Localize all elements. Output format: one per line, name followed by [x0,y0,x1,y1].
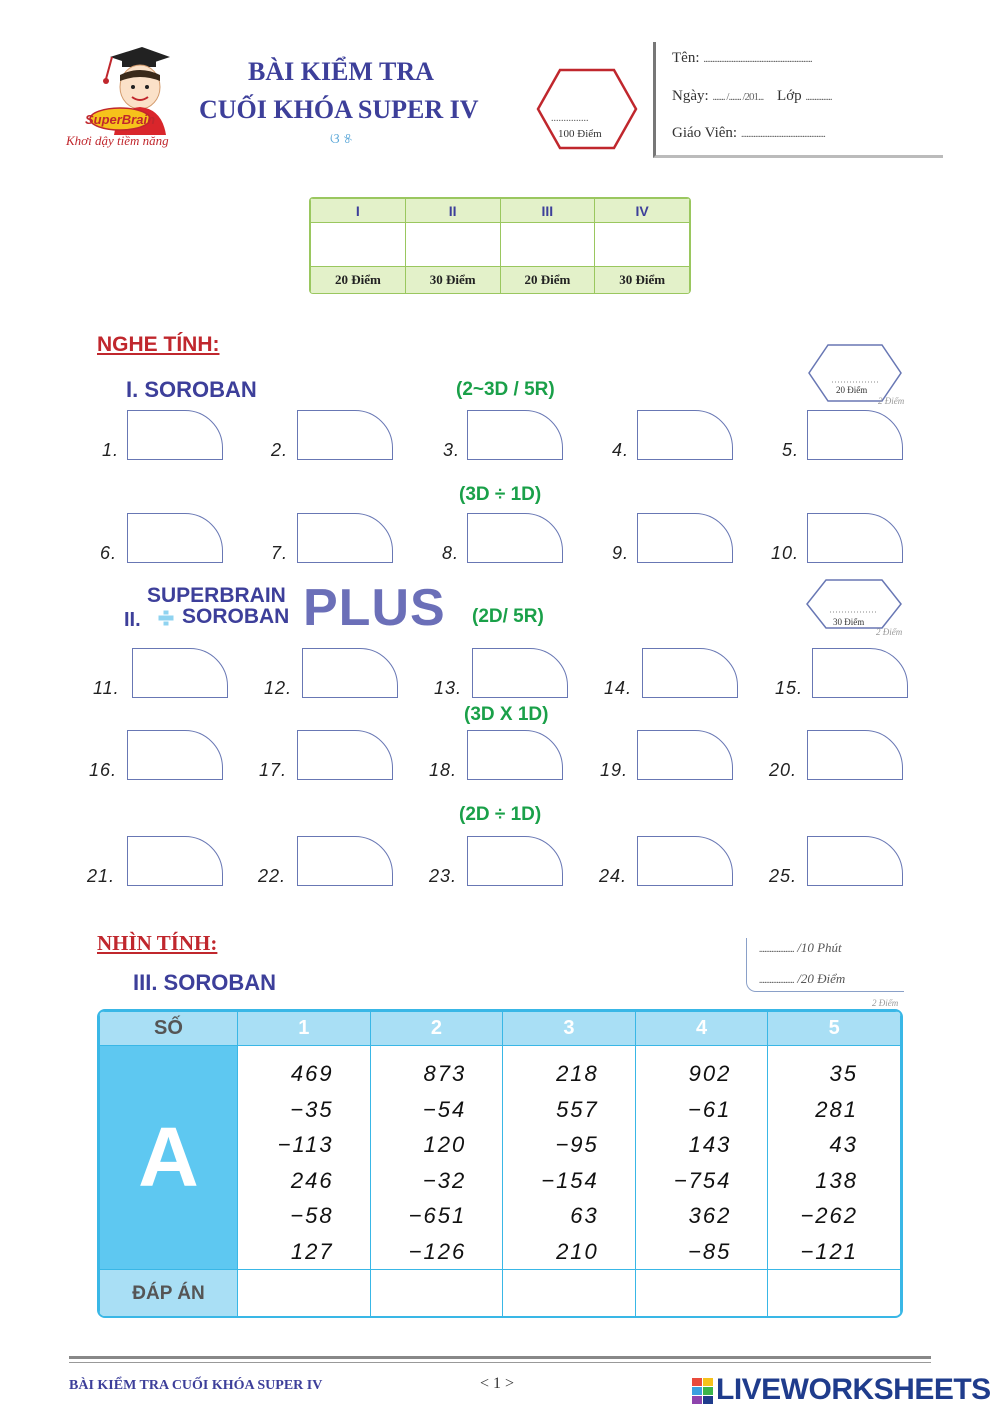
title-ornament: ଓ ୫ [330,130,353,146]
answer-box[interactable] [637,730,733,780]
page-title-line2: CUỐI KHÓA SUPER IV [199,95,479,124]
answer-box[interactable] [637,513,733,563]
question-number: 21. [87,866,116,886]
part2-row1-tag: (2D/ 5R) [472,606,544,627]
answer-box[interactable] [127,410,223,460]
soroban-table [97,1009,903,1318]
col-header-5: 5 [768,1012,901,1046]
answer-box[interactable] [807,410,903,460]
answer-box[interactable] [807,836,903,886]
score-col-3: III [500,199,595,223]
answer-box[interactable] [812,648,908,698]
score-cell-1[interactable] [311,223,406,267]
teacher-label: Giáo Viên: [672,125,738,141]
name-label: Tên: [672,50,700,66]
question-number: 12. [264,678,293,698]
part2-score-label: 30 Điểm [833,617,865,627]
part2-per-question: 2 Điểm [876,627,903,637]
problem-value: 35 [829,1061,858,1086]
question-number: 3. [443,440,461,460]
score-summary-table [309,197,691,294]
problem-value: 120 [423,1132,467,1157]
problem-col-3 [503,1046,636,1270]
problem-value: 873 [423,1061,467,1086]
answer-row-label: ĐÁP ÁN [100,1270,238,1318]
part1-title: I. SOROBAN [126,377,257,402]
superbrain-text: SUPERBRAIN [147,584,286,607]
row-label-a: A [100,1046,238,1270]
problem-value: −754 [673,1167,732,1193]
problem-value: 63 [570,1203,599,1228]
problem-col-1 [238,1046,371,1270]
student-info-box [653,42,943,158]
answer-box[interactable] [472,648,568,698]
svg-text:SuperBrain: SuperBrain [84,112,156,127]
question-number: 18. [429,760,458,780]
answer-box[interactable] [467,513,563,563]
question-number: 17. [259,760,288,780]
problem-value: 138 [815,1167,858,1193]
name-field[interactable]: .............................................................. [703,53,812,65]
problem-value: −95 [555,1132,599,1157]
problem-value: 127 [290,1238,334,1264]
question-number: 19. [600,760,629,780]
problem-value: −32 [422,1167,467,1193]
answer-cell-4[interactable] [635,1270,768,1318]
answer-box[interactable] [297,410,393,460]
question-number: 10. [771,543,800,563]
question-number: 15. [775,678,804,698]
question-number: 1. [102,440,120,460]
answer-box[interactable] [297,513,393,563]
problem-value: 557 [556,1096,599,1122]
timer-points-field[interactable]: .................... [759,974,794,986]
col-header-4: 4 [635,1012,768,1046]
question-number: 7. [271,543,289,563]
score-points-1: 20 Điểm [311,267,406,294]
answer-box[interactable] [297,730,393,780]
question-number: 25. [769,866,798,886]
timer-box [746,938,904,992]
part2-row3-tag: (2D ÷ 1D) [459,804,542,825]
question-number: 2. [271,440,289,460]
page-number: < 1 > [480,1375,515,1392]
logo-tagline: Khơi dậy tiềm năng [66,133,169,148]
answer-box[interactable] [467,836,563,886]
answer-cell-5[interactable] [768,1270,901,1318]
answer-box[interactable] [127,730,223,780]
question-number: 6. [100,543,118,563]
problem-value: 210 [556,1238,599,1264]
listening-heading: NGHE TÍNH: [97,333,220,356]
date-label: Ngày: [672,88,709,104]
total-score-dots: ............... [551,113,589,124]
problem-value: −58 [290,1203,334,1228]
score-col-4: IV [595,199,690,223]
question-number: 24. [599,866,628,886]
problem-col-2 [370,1046,503,1270]
visual-heading: NHÌN TÍNH: [97,931,218,955]
timer-points-label: /20 Điểm [797,971,846,986]
question-number: 23. [429,866,458,886]
answer-box[interactable] [302,648,398,698]
score-col-2: II [405,199,500,223]
score-points-3: 20 Điểm [500,267,595,294]
problem-value: −85 [688,1238,732,1264]
problem-col-5 [768,1046,901,1270]
footer-divider [69,1356,931,1359]
part2-row2-tag: (3D X 1D) [464,704,549,725]
answer-box[interactable] [642,648,738,698]
answer-cell-1[interactable] [238,1270,371,1318]
problem-value: 218 [556,1061,599,1086]
question-number: 13. [434,678,463,698]
answer-box[interactable] [127,513,223,563]
col-header-3: 3 [503,1012,636,1046]
teacher-field[interactable]: ................................................ [740,128,825,140]
part3-title: III. SOROBAN [133,970,277,995]
footer-title: BÀI KIỂM TRA CUỐI KHÓA SUPER IV [69,1378,323,1393]
problem-value: −262 [800,1203,858,1228]
problem-value: −54 [422,1096,467,1122]
answer-cell-2[interactable] [370,1270,503,1318]
answer-box[interactable] [132,648,228,698]
problem-value: −113 [277,1132,334,1157]
liveworksheets-watermark: LIVEWORKSHEETS [716,1373,991,1406]
date-field[interactable]: ....... /....... /201... [712,91,764,103]
answer-box[interactable] [467,730,563,780]
part1-row1-tag: (2~3D / 5R) [456,379,555,400]
problem-value: 246 [290,1167,334,1193]
col-header-1: 1 [238,1012,371,1046]
part2-number: II. [124,609,141,631]
timer-minutes-label: /10 Phút [797,940,842,955]
score-points-4: 30 Điểm [595,267,690,294]
problem-value: 469 [290,1061,334,1086]
score-points-2: 30 Điểm [405,267,500,294]
question-number: 5. [782,440,800,460]
so-header: SỐ [100,1012,238,1046]
score-col-1: I [311,199,406,223]
page-title-line1: BÀI KIỂM TRA [248,57,434,86]
problem-value: 143 [688,1132,732,1157]
problem-value: 902 [688,1061,732,1086]
part3-per-question: 2 Điểm [872,998,899,1008]
question-number: 8. [442,543,460,563]
problem-value: −121 [800,1238,858,1264]
part1-row2-tag: (3D ÷ 1D) [459,484,542,505]
question-number: 14. [604,678,633,698]
answer-box[interactable] [127,836,223,886]
problem-value: 43 [829,1132,858,1157]
timer-minutes-field[interactable]: .................... [759,943,794,955]
score-cell-2[interactable] [405,223,500,267]
class-field[interactable]: ............... [805,91,832,103]
answer-box[interactable] [637,836,733,886]
class-label: Lớp [777,88,802,104]
col-header-2: 2 [370,1012,503,1046]
answer-box[interactable] [807,513,903,563]
problem-value: 281 [815,1096,858,1122]
question-number: 11. [93,678,120,698]
question-number: 20. [769,760,798,780]
plus-text: PLUS [303,579,446,637]
answer-box[interactable] [297,836,393,886]
score-cell-4[interactable] [595,223,690,267]
problem-value: −35 [290,1096,334,1122]
score-cell-3[interactable] [500,223,595,267]
problem-value: −61 [688,1096,732,1122]
problem-value: −126 [408,1238,467,1264]
liveworksheets-icon [692,1378,714,1404]
answer-cell-3[interactable] [503,1270,636,1318]
part1-per-question: 2 Điểm [878,396,905,406]
problem-value: −154 [541,1167,599,1193]
problem-value: −651 [408,1203,467,1228]
footer-divider-thin [69,1362,931,1363]
answer-box[interactable] [467,410,563,460]
problem-col-4 [635,1046,768,1270]
answer-box[interactable] [807,730,903,780]
total-score-label: 100 Điểm [558,128,602,140]
part1-score-label: 20 Điểm [836,385,868,395]
question-number: 4. [612,440,630,460]
problem-value: 362 [688,1203,732,1228]
question-number: 22. [258,866,287,886]
question-number: 9. [612,543,630,563]
answer-box[interactable] [637,410,733,460]
plus-cross-icon [156,608,176,628]
question-number: 16. [89,760,118,780]
soroban-text: SOROBAN [182,605,290,628]
